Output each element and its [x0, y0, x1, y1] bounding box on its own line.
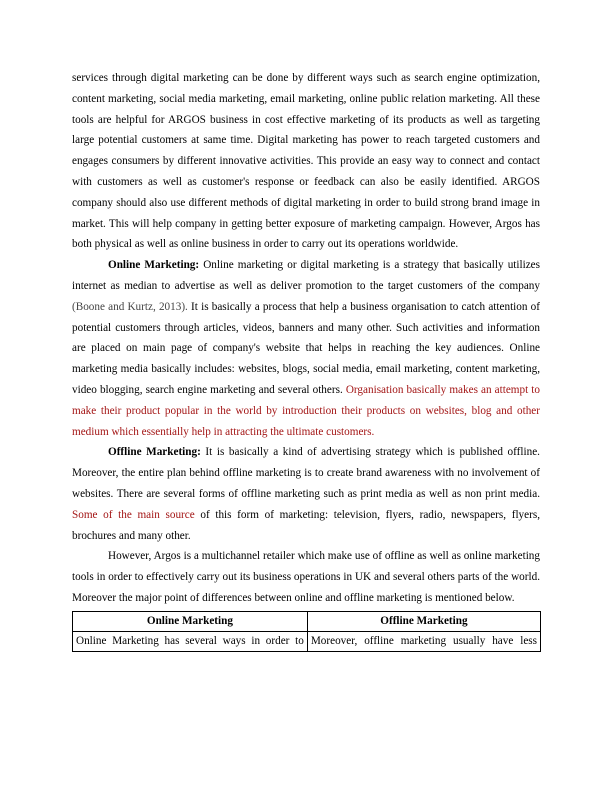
- citation: (Boone and Kurtz, 2013).: [72, 300, 188, 313]
- table-header-online: Online Marketing: [73, 611, 308, 631]
- table-row: [73, 631, 541, 651]
- document-page: [72, 68, 540, 652]
- paragraph-online-marketing: [72, 255, 540, 442]
- paragraph-text: of this form of marketing: television, flyers, radio, newspapers, flyers, brochures and many other.: [72, 508, 540, 542]
- table-header-row: [73, 611, 541, 631]
- paragraph-text: However, Argos is a multichannel retailer which make use of offline as well as online marketing tools in order to effectively carry out its business operations in UK and several others parts of the world. Moreover the major point of differences between online and offline marketing is mentioned below.: [72, 550, 540, 604]
- table-cell-offline: Moreover, offline marketing usually have less: [307, 631, 540, 651]
- comparison-table: [72, 611, 541, 652]
- section-heading-offline-marketing: Offline Marketing:: [108, 446, 201, 459]
- paragraph-text: It is basically a process that help a business organisation to catch attention of potential customers through articles, videos, banners and many other. Such activities and information are placed on main page of company's website that helps in reaching the key audiences. Online marketing media basically includes: websites, blogs, social media, email marketing, content marketing, video blogging, search engine marketing and several others.: [72, 300, 540, 396]
- table-cell-online: Online Marketing has several ways in order to: [73, 631, 308, 651]
- paragraph-multichannel: [72, 546, 540, 608]
- paragraph-text: Online marketing or digital marketing is a strategy that basically utilizes internet as median to advertise as well as deliver promotion to the target customers of the company: [72, 259, 541, 292]
- paragraph-text: It is basically a kind of advertising strategy which is published offline. Moreover, the entire plan behind offline marketing is to create brand awareness with no involvement of websites. There are several forms of offline marketing such as print media as well as non print media.: [72, 446, 540, 500]
- highlighted-text: Organisation basically makes an attempt to make their product popular in the world by introduction their products on websites, blog and other medium which essentially help in attracting the ultimate customers.: [72, 383, 540, 438]
- section-heading-online-marketing: Online Marketing:: [108, 259, 200, 272]
- highlighted-text: Some of the main source: [72, 508, 195, 521]
- paragraph-offline-marketing: [72, 442, 540, 546]
- paragraph-text: services through digital marketing can be done by different ways such as search engine optimization, content marketing, social media marketing, email marketing, online public relation marketing. All these tools are helpful for ARGOS business in cost effective marketing of its products as well as targeting large potential customers at same time. Digital marketing has power to reach targeted customers and engages consumers by different innovative activities. This provide an easy way to connect and contact with customers as well as customer's response or feedback can also be easily identified. ARGOS company should also use different methods of digital marketing in order to build strong brand image in market. This will help company in getting better exposure of marketing campaign. However, Argos has both physical as well as online business in order to carry out its operations worldwide.: [72, 72, 540, 251]
- table-header-offline: Offline Marketing: [307, 611, 540, 631]
- paragraph-digital-marketing: [72, 68, 540, 255]
